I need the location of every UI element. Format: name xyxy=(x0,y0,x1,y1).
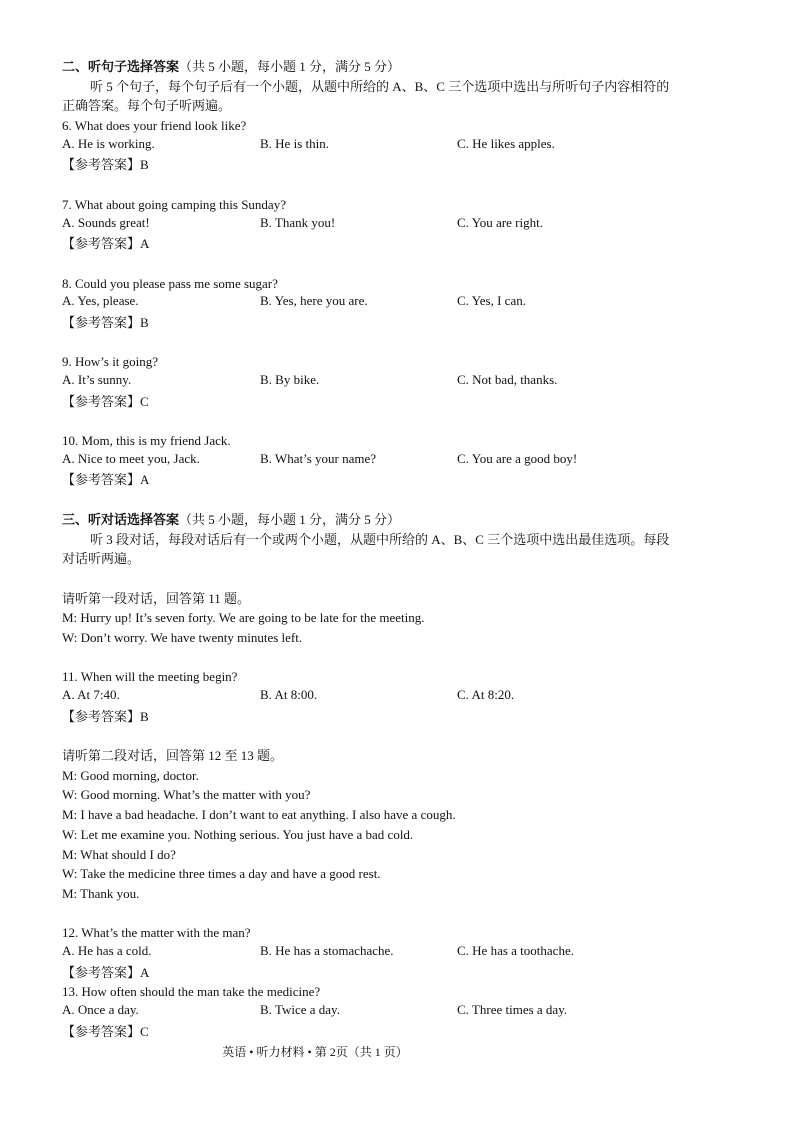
section2-note: （共 5 小题，每小题 1 分，满分 5 分） xyxy=(179,59,401,74)
section3-heading xyxy=(62,510,742,530)
option-c: C. At 8:20. xyxy=(457,687,515,702)
answer-8: 【参考答案】B xyxy=(62,314,149,330)
option-c: C. Yes, I can. xyxy=(457,293,526,309)
question-11: 11. When will the meeting begin? xyxy=(62,669,238,685)
answer-12: 【参考答案】A xyxy=(62,964,150,980)
option-c: C. You are right. xyxy=(457,214,543,230)
option-b: B. Thank you! xyxy=(260,214,336,230)
answer-10: 【参考答案】A xyxy=(62,472,150,488)
dialog-line: M: Hurry up! It’s seven forty. We are going to be late for the meeting. xyxy=(62,610,425,626)
dialog-line: M: I have a bad headache. I don’t want to eat anything. I also have a cough. xyxy=(62,807,456,823)
dialog2-intro: 请听第二段对话，回答第 12 至 13 题。 xyxy=(62,748,284,764)
option-b: B. Yes, here you are. xyxy=(260,293,368,309)
answer-11: 【参考答案】B xyxy=(62,708,149,724)
option-b: B. By bike. xyxy=(260,372,320,387)
section2-instruction-line1: 听 5 个句子，每个句子后有一个小题，从题中所给的 A、B、C 三个选项中选出与所听句子内容相符的 xyxy=(90,78,670,94)
question-6: 6. What does your friend look like? xyxy=(62,118,247,134)
section3-note: （共 5 小题，每小题 1 分，满分 5 分） xyxy=(179,511,401,527)
option-c: C. You are a good boy! xyxy=(457,450,578,466)
option-a: A. Nice to meet you, Jack. xyxy=(62,450,200,466)
dialog-line: W: Don’t worry. We have twenty minutes left. xyxy=(62,629,303,645)
option-b: B. He is thin. xyxy=(260,135,329,151)
question-8: 8. Could you please pass me some sugar? xyxy=(62,275,278,291)
question-10-options xyxy=(62,451,742,471)
dialog-line: W: Take the medicine three times a day and have a good rest. xyxy=(62,866,381,882)
dialog-line: W: Good morning. What’s the matter with you? xyxy=(62,787,311,803)
question-13: 13. How often should the man take the medicine? xyxy=(62,984,321,1000)
section3-title: 三、听对话选择答案 xyxy=(62,511,180,527)
question-11-options xyxy=(62,687,742,707)
dialog-line: M: What should I do? xyxy=(62,846,176,862)
question-13-options xyxy=(62,1002,742,1022)
question-12-options xyxy=(62,943,742,963)
question-8-options xyxy=(62,293,742,313)
option-a: A. Once a day. xyxy=(62,1002,139,1017)
option-a: A. At 7:40. xyxy=(62,687,120,702)
option-a: A. He is working. xyxy=(62,135,155,151)
dialog-line: W: Let me examine you. Nothing serious. You just have a bad cold. xyxy=(62,826,414,842)
section2-heading xyxy=(62,57,742,77)
dialog-line: M: Good morning, doctor. xyxy=(62,767,199,783)
question-7: 7. What about going camping this Sunday? xyxy=(62,196,286,212)
dialog1-intro: 请听第一段对话，回答第 11 题。 xyxy=(62,590,251,606)
option-b: B. What’s your name? xyxy=(260,450,377,466)
section2-instruction-line2: 正确答案。每个句子听两遍。 xyxy=(62,98,232,114)
section2-title: 二、听句子选择答案 xyxy=(62,59,180,74)
question-9: 9. How’s it going? xyxy=(62,354,159,370)
page-footer: 英语 • 听力材料 • 第 2页（共 1 页） xyxy=(222,1045,408,1059)
option-a: A. It’s sunny. xyxy=(62,372,132,387)
option-a: A. Yes, please. xyxy=(62,293,139,309)
question-12: 12. What’s the matter with the man? xyxy=(62,925,251,941)
option-b: B. At 8:00. xyxy=(260,687,318,702)
dialog-line: M: Thank you. xyxy=(62,885,140,901)
option-b: B. Twice a day. xyxy=(260,1002,340,1017)
section3-instruction-line2: 对话听两遍。 xyxy=(62,551,141,567)
option-c: C. Not bad, thanks. xyxy=(457,372,558,387)
section3-instruction-line1: 听 3 段对话，每段对话后有一个或两个小题，从题中所给的 A、B、C 三个选项中选出最佳选项。每段 xyxy=(90,531,670,547)
option-b: B. He has a stomachache. xyxy=(260,942,394,958)
answer-6: 【参考答案】B xyxy=(62,157,149,173)
question-7-options xyxy=(62,215,742,235)
option-a: A. He has a cold. xyxy=(62,942,152,958)
answer-13: 【参考答案】C xyxy=(62,1023,149,1039)
document-page xyxy=(62,57,742,1041)
option-c: C. Three times a day. xyxy=(457,1002,568,1017)
answer-9: 【参考答案】C xyxy=(62,393,149,409)
answer-7: 【参考答案】A xyxy=(62,236,150,252)
option-a: A. Sounds great! xyxy=(62,214,150,230)
option-c: C. He likes apples. xyxy=(457,135,555,151)
question-6-options xyxy=(62,136,742,156)
option-c: C. He has a toothache. xyxy=(457,942,574,958)
question-10: 10. Mom, this is my friend Jack. xyxy=(62,433,231,449)
question-9-options xyxy=(62,372,742,392)
